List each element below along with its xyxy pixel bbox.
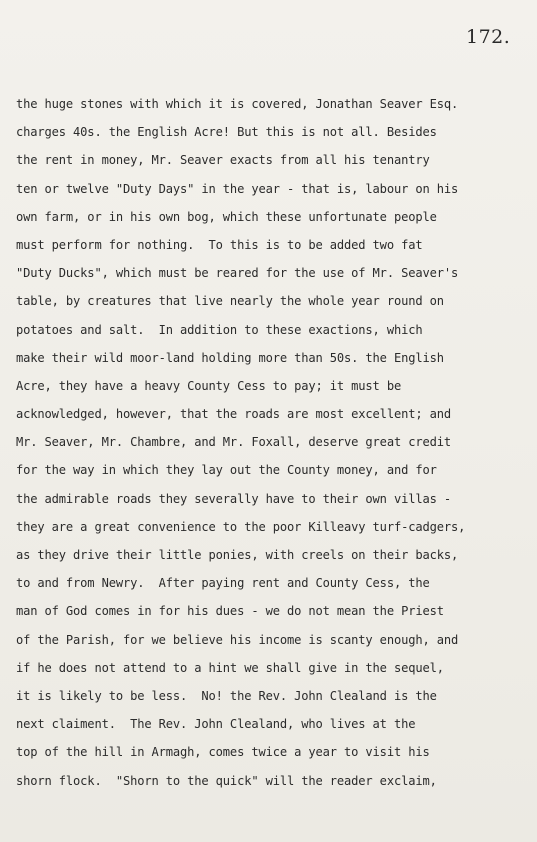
text-line: acknowledged, however, that the roads are most excellent; and <box>16 407 451 422</box>
text-line: must perform for nothing. To this is to be added two fat <box>16 237 423 252</box>
text-line: own farm, or in his own bog, which these unfortunate people <box>16 209 437 224</box>
text-line: potatoes and salt. In addition to these exactions, which <box>16 322 423 337</box>
typed-text-body <box>16 90 526 795</box>
text-line: make their wild moor-land holding more than 50s. the English <box>16 350 444 365</box>
text-line: it is likely to be less. No! the Rev. John Clealand is the <box>16 688 437 703</box>
text-line: charges 40s. the English Acre! But this is not all. Besides <box>16 125 437 140</box>
text-line: Mr. Seaver, Mr. Chambre, and Mr. Foxall, deserve great credit <box>16 435 451 450</box>
text-line: man of God comes in for his dues - we do not mean the Priest <box>16 604 444 619</box>
text-line: "Duty Ducks", which must be reared for the use of Mr. Seaver's <box>16 266 459 281</box>
text-line: for the way in which they lay out the County money, and for <box>16 463 437 478</box>
text-line: if he does not attend to a hint we shall give in the sequel, <box>16 660 444 675</box>
text-line: ten or twelve "Duty Days" in the year - that is, labour on his <box>16 181 459 196</box>
text-line: to and from Newry. After paying rent and County Cess, the <box>16 576 430 591</box>
text-line: the huge stones with which it is covered, Jonathan Seaver Esq. <box>16 97 459 111</box>
text-line: they are a great convenience to the poor Killeavy turf-cadgers, <box>16 519 466 534</box>
text-line: the rent in money, Mr. Seaver exacts from all his tenantry <box>16 153 430 168</box>
text-line: shorn flock. "Shorn to the quick" will the reader exclaim, <box>16 773 437 788</box>
text-line: top of the hill in Armagh, comes twice a year to visit his <box>16 745 430 760</box>
text-line: the admirable roads they severally have to their own villas - <box>16 491 451 506</box>
text-line: Acre, they have a heavy County Cess to pay; it must be <box>16 378 402 393</box>
text-line: next claiment. The Rev. John Clealand, who lives at the <box>16 717 416 732</box>
page-number: 172. <box>466 26 511 48</box>
text-line: table, by creatures that live nearly the whole year round on <box>16 294 444 309</box>
text-line: of the Parish, for we believe his income is scanty enough, and <box>16 632 459 647</box>
text-line: as they drive their little ponies, with creels on their backs, <box>16 548 459 562</box>
